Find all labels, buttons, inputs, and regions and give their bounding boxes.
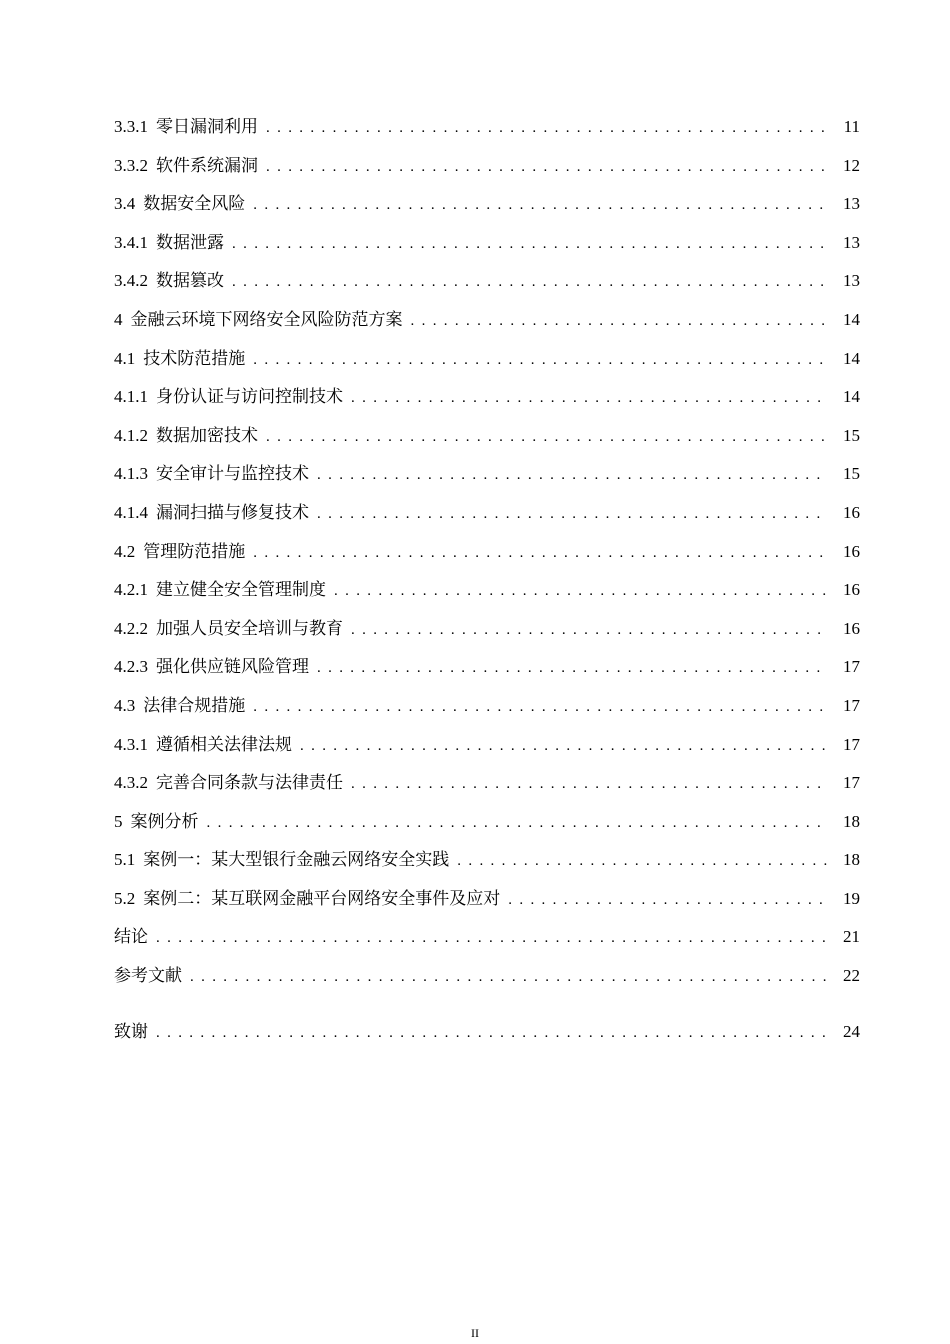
toc-number: 4.1.4	[114, 502, 148, 522]
toc-number: 4.3.1	[114, 734, 148, 754]
dot-leader	[300, 738, 828, 755]
dot-leader	[156, 930, 828, 947]
toc-page: 16	[843, 580, 860, 600]
toc-number: 4.2	[114, 541, 136, 561]
toc-entry[interactable]	[114, 652, 860, 691]
toc-title: 结论	[114, 927, 148, 948]
toc-entry[interactable]	[114, 845, 860, 884]
toc-entry[interactable]	[114, 459, 860, 498]
toc-title: 软件系统漏洞	[156, 155, 258, 176]
toc-title: 致谢	[114, 1021, 148, 1042]
toc-page: 16	[843, 541, 860, 561]
toc-page: 19	[843, 888, 860, 908]
toc-entry[interactable]	[114, 807, 860, 846]
toc-page: 13	[843, 194, 860, 214]
dot-leader	[253, 545, 828, 562]
toc-title: 案例二：某互联网金融平台网络安全事件及应对	[143, 888, 501, 909]
toc-entry[interactable]	[114, 498, 860, 537]
toc-page: 17	[843, 657, 860, 677]
toc-title: 数据安全风险	[143, 194, 246, 215]
dot-leader	[411, 313, 829, 330]
toc-number: 4.1	[114, 348, 136, 368]
dot-leader	[190, 969, 828, 986]
toc-title: 技术防范措施	[143, 348, 246, 369]
toc-title: 数据篡改	[156, 271, 224, 292]
dot-leader	[317, 506, 828, 523]
toc-title: 零日漏洞利用	[156, 117, 258, 137]
toc-title: 数据泄露	[156, 232, 224, 253]
toc-page: 18	[843, 850, 860, 870]
toc-entry[interactable]	[114, 537, 860, 576]
toc-title: 数据加密技术	[156, 425, 258, 446]
dot-leader	[351, 390, 828, 407]
dot-leader	[457, 853, 828, 870]
dot-leader	[508, 892, 828, 909]
toc-entry[interactable]	[114, 1000, 860, 1042]
toc-title: 管理防范措施	[143, 541, 246, 562]
toc-number: 3.3.2	[114, 155, 148, 175]
toc-page: 14	[843, 309, 860, 329]
toc-entry[interactable]	[114, 884, 860, 923]
dot-leader	[351, 776, 828, 793]
toc-page: 12	[843, 155, 860, 175]
toc-title: 案例分析	[130, 811, 199, 832]
toc-entry[interactable]	[114, 112, 860, 151]
toc-page: 15	[843, 425, 860, 445]
dot-leader	[317, 660, 828, 677]
toc-entry[interactable]	[114, 922, 860, 961]
dot-leader	[266, 120, 828, 137]
toc-entry[interactable]	[114, 382, 860, 421]
toc-page: 24	[843, 1021, 860, 1041]
toc-page: 14	[843, 348, 860, 368]
dot-leader	[232, 236, 828, 253]
toc-entry[interactable]	[114, 151, 860, 190]
page-number: II	[471, 1326, 479, 1340]
toc-page: 17	[843, 773, 860, 793]
dot-leader	[266, 429, 828, 446]
toc-entry[interactable]	[114, 961, 860, 1000]
toc-number: 3.4.2	[114, 271, 148, 291]
dot-leader	[334, 583, 828, 600]
toc-page: 22	[843, 966, 860, 986]
toc-title: 完善合同条款与法律责任	[156, 773, 343, 794]
toc-page: 16	[843, 618, 860, 638]
table-of-contents	[114, 112, 860, 1042]
toc-entry[interactable]	[114, 266, 860, 305]
toc-number: 4.2.2	[114, 618, 148, 638]
dot-leader	[317, 467, 828, 484]
toc-number: 3.3.1	[114, 117, 148, 136]
toc-number: 4.2.3	[114, 657, 148, 677]
toc-page: 13	[843, 232, 860, 252]
toc-number: 4.1.1	[114, 387, 148, 407]
toc-number: 3.4	[114, 194, 136, 214]
toc-title: 强化供应链风险管理	[156, 657, 309, 678]
toc-number: 4.1.3	[114, 464, 148, 484]
dot-leader	[253, 197, 828, 214]
toc-title: 漏洞扫描与修复技术	[156, 502, 309, 523]
toc-title: 加强人员安全培训与教育	[156, 618, 343, 639]
toc-page: 17	[843, 695, 860, 715]
toc-entry[interactable]	[114, 730, 860, 769]
toc-title: 法律合规措施	[143, 695, 246, 716]
toc-page: 16	[843, 502, 860, 522]
toc-entry[interactable]	[114, 305, 860, 344]
dot-leader	[253, 352, 828, 369]
toc-number: 4	[114, 309, 123, 329]
toc-page: 21	[843, 927, 860, 947]
toc-number: 5.2	[114, 888, 136, 908]
toc-title: 身份认证与访问控制技术	[156, 387, 343, 408]
toc-title: 安全审计与监控技术	[156, 464, 309, 485]
dot-leader	[351, 622, 828, 639]
toc-page: 13	[843, 271, 860, 291]
toc-number: 5.1	[114, 850, 136, 870]
toc-page: 11	[843, 117, 860, 136]
toc-number: 4.3	[114, 695, 136, 715]
toc-entry[interactable]	[114, 421, 860, 460]
toc-page: 15	[843, 464, 860, 484]
toc-entry[interactable]	[114, 575, 860, 614]
toc-title: 金融云环境下网络安全风险防范方案	[130, 309, 403, 330]
toc-entry[interactable]	[114, 691, 860, 730]
dot-leader	[266, 159, 828, 176]
toc-page: 17	[843, 734, 860, 754]
toc-page: 14	[843, 387, 860, 407]
toc-number: 4.3.2	[114, 773, 148, 793]
toc-title: 案例一：某大型银行金融云网络安全实践	[143, 850, 450, 871]
toc-number: 3.4.1	[114, 232, 148, 252]
toc-number: 4.1.2	[114, 425, 148, 445]
dot-leader	[232, 274, 828, 291]
toc-title: 参考文献	[114, 966, 182, 987]
dot-leader	[207, 815, 829, 832]
toc-entry[interactable]	[114, 228, 860, 267]
toc-entry[interactable]	[114, 768, 860, 807]
dot-leader	[156, 1025, 828, 1042]
dot-leader	[253, 699, 828, 716]
toc-number: 5	[114, 811, 123, 831]
toc-entry[interactable]	[114, 189, 860, 228]
toc-title: 建立健全安全管理制度	[156, 580, 326, 601]
toc-entry[interactable]	[114, 344, 860, 383]
toc-number: 4.2.1	[114, 580, 148, 600]
toc-page: 18	[843, 811, 860, 831]
toc-entry[interactable]	[114, 614, 860, 653]
toc-title: 遵循相关法律法规	[156, 734, 292, 755]
